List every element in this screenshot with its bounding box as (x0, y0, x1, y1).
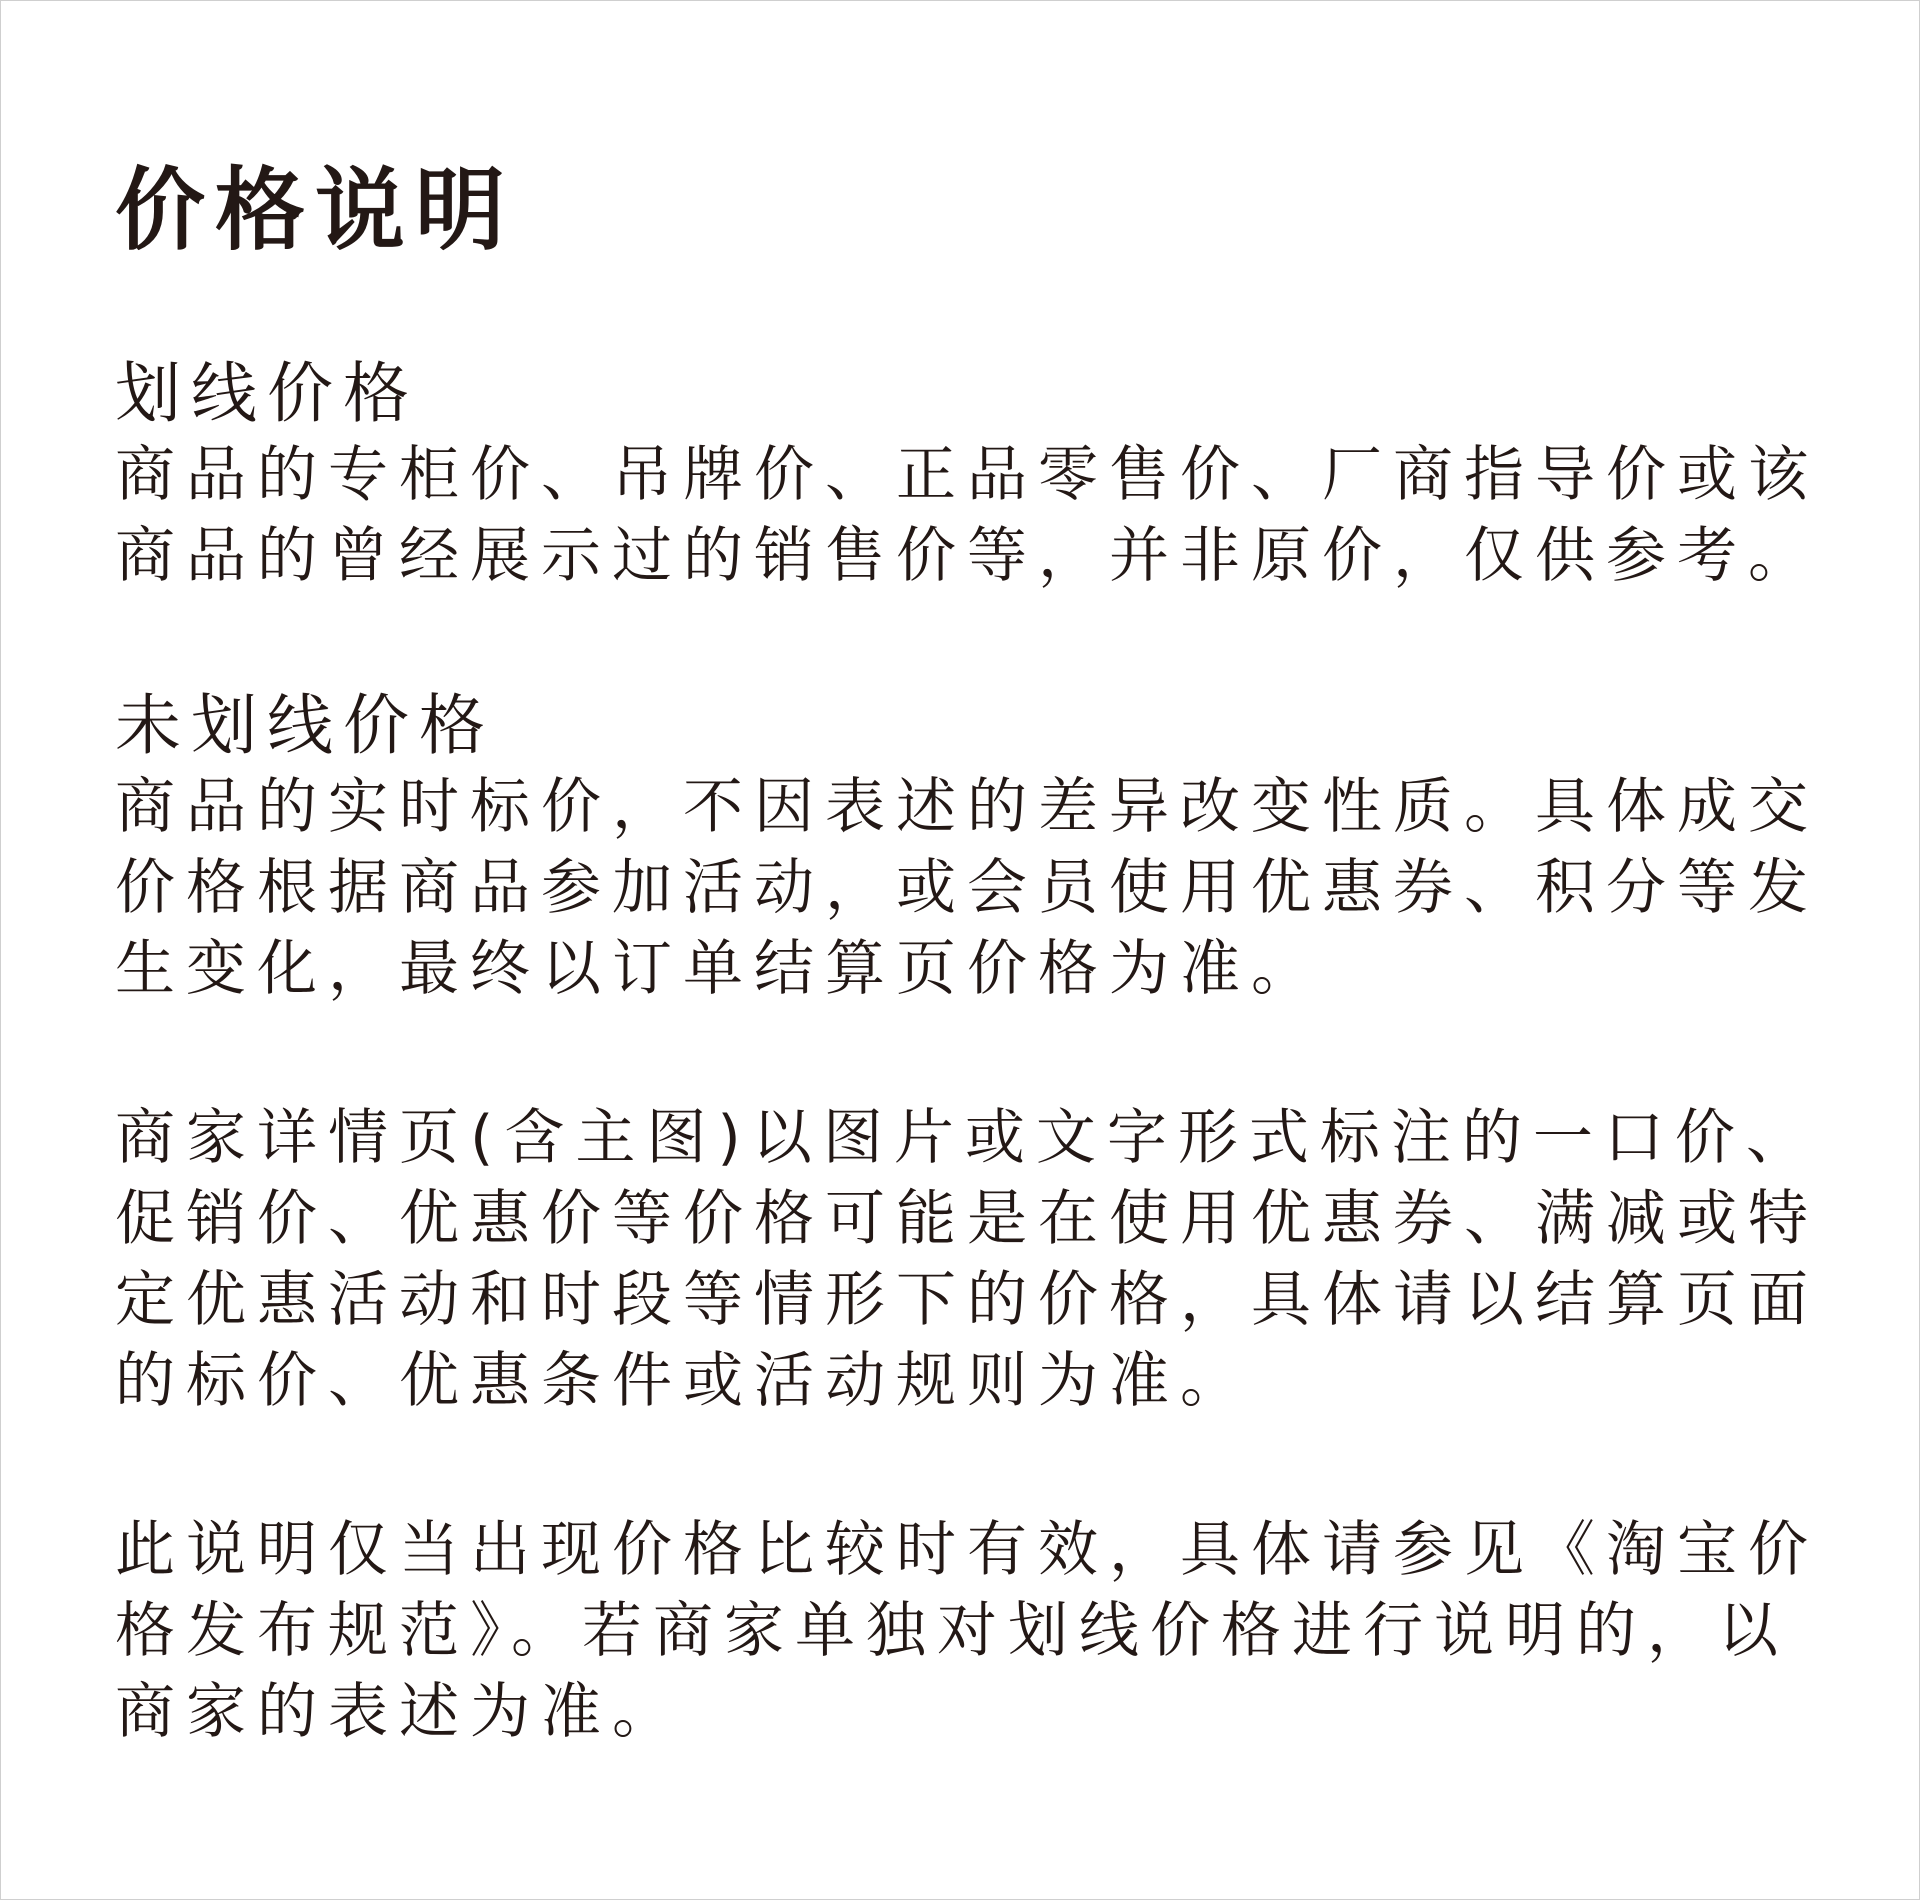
paragraph-line: 生变化，最终以订单结算页价格为准。 (115, 934, 1322, 1004)
section-paragraph (115, 767, 1819, 1010)
section-paragraph (115, 435, 1819, 597)
section-heading: 未划线价格 (115, 687, 495, 764)
paragraph-line: 商家的表述为准。 (115, 1677, 683, 1747)
paragraph-line: 格发布规范》。若商家单独对划线价格进行说明的，以 (115, 1596, 1789, 1666)
section-heading: 划线价格 (115, 355, 419, 432)
section-paragraph (115, 1098, 1819, 1422)
page-title: 价格说明 (115, 158, 515, 263)
section-paragraph (115, 1510, 1819, 1753)
paragraph-line: 商家详情页(含主图)以图片或文字形式标注的一口价、 (115, 1103, 1817, 1173)
paragraph-line: 促销价、优惠价等价格可能是在使用优惠券、满减或特 (115, 1184, 1819, 1254)
section-merchant-price-note (115, 1098, 1819, 1422)
paragraph-line: 的标价、优惠条件或活动规则为准。 (115, 1346, 1251, 1416)
paragraph-line: 价格根据商品参加活动，或会员使用优惠券、积分等发 (115, 853, 1819, 923)
paragraph-line: 商品的曾经展示过的销售价等，并非原价，仅供参考。 (115, 521, 1819, 591)
document-content (115, 151, 1819, 1753)
section-validity-note (115, 1510, 1819, 1753)
section-strikethrough-price (115, 353, 1819, 597)
paragraph-line: 商品的专柜价、吊牌价、正品零售价、厂商指导价或该 (115, 440, 1819, 510)
section-non-strikethrough-price (115, 685, 1819, 1010)
paragraph-line: 此说明仅当出现价格比较时有效，具体请参见《淘宝价 (115, 1515, 1819, 1585)
paragraph-line: 商品的实时标价，不因表述的差异改变性质。具体成交 (115, 772, 1819, 842)
paragraph-line: 定优惠活动和时段等情形下的价格，具体请以结算页面 (115, 1265, 1819, 1335)
